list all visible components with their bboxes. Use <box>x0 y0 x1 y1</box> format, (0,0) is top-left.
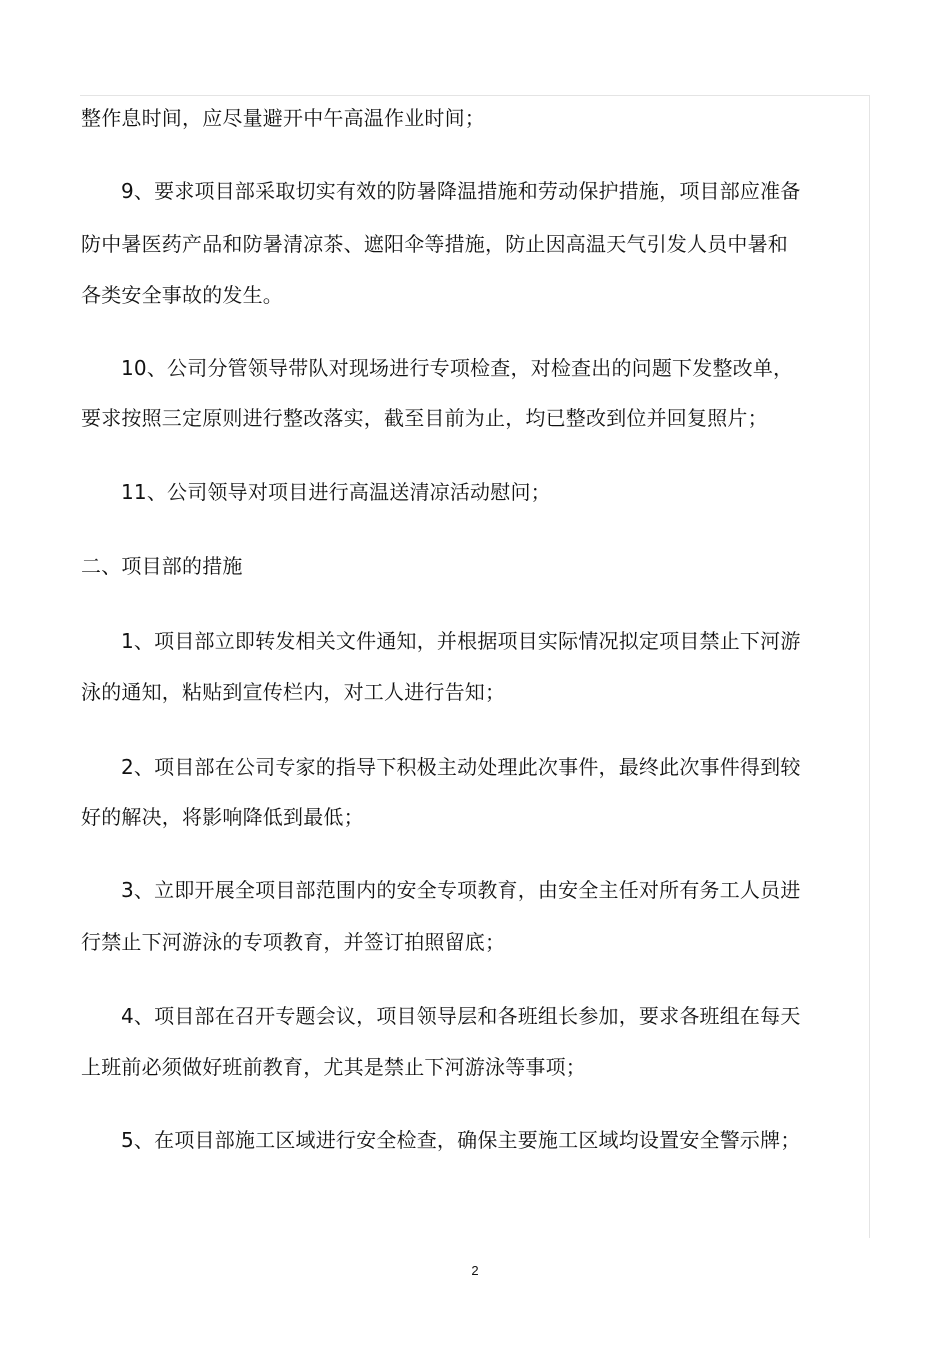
paragraph-10-line-1: 10、公司分管领导带队对现场进行专项检查，对检查出的问题下发整改单， <box>121 356 794 380</box>
paragraph-9-line-3: 各类安全事故的发生。 <box>81 283 283 307</box>
section-heading: 二、项目部的措施 <box>81 554 243 578</box>
item-5: 5、在项目部施工区域进行安全检查，确保主要施工区域均设置安全警示牌； <box>121 1128 801 1152</box>
page-border-right <box>869 95 870 1238</box>
paragraph-9-line-1: 9、要求项目部采取切实有效的防暑降温措施和劳动保护措施，项目部应准备 <box>121 179 801 203</box>
page-number: 2 <box>471 1263 479 1278</box>
item-3-line-2: 行禁止下河游泳的专项教育，并签订拍照留底； <box>81 930 506 954</box>
paragraph-10-line-2: 要求按照三定原则进行整改落实，截至目前为止，均已整改到位并回复照片； <box>81 406 768 430</box>
item-2-line-1: 2、项目部在公司专家的指导下积极主动处理此次事件，最终此次事件得到较 <box>121 755 801 779</box>
item-1-line-1: 1、项目部立即转发相关文件通知，并根据项目实际情况拟定项目禁止下河游 <box>121 629 801 653</box>
page-border-top <box>80 95 870 96</box>
item-4-line-1: 4、项目部在召开专题会议，项目领导层和各班组长参加，要求各班组在每天 <box>121 1004 801 1028</box>
item-2-line-2: 好的解决，将影响降低到最低； <box>81 805 364 829</box>
item-1-line-2: 泳的通知，粘贴到宣传栏内，对工人进行告知； <box>81 680 506 704</box>
item-4-line-2: 上班前必须做好班前教育，尤其是禁止下河游泳等事项； <box>81 1055 586 1079</box>
body-line: 整作息时间，应尽量避开中午高温作业时间； <box>81 106 485 130</box>
paragraph-11: 11、公司领导对项目进行高温送清凉活动慰问； <box>121 480 551 504</box>
item-3-line-1: 3、立即开展全项目部范围内的安全专项教育，由安全主任对所有务工人员进 <box>121 878 801 902</box>
paragraph-9-line-2: 防中暑医药产品和防暑清凉茶、遮阳伞等措施，防止因高温天气引发人员中暑和 <box>81 232 788 256</box>
